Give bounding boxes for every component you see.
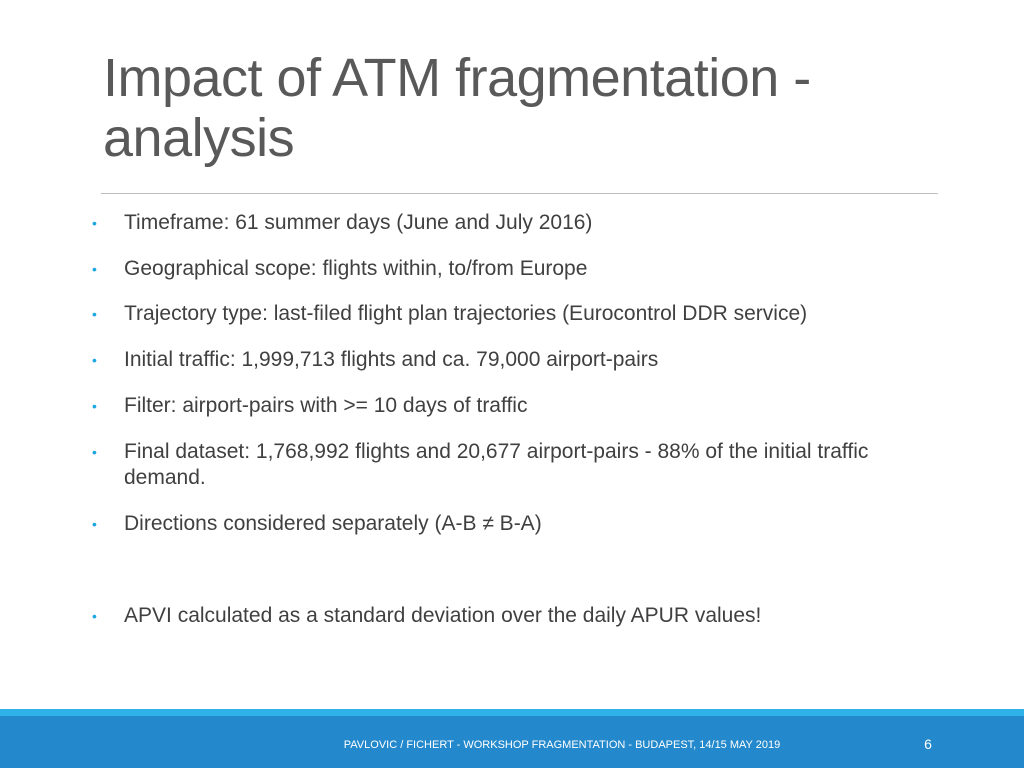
bullet-icon: • <box>92 608 97 624</box>
bullet-icon: • <box>92 306 97 322</box>
slide-title: Impact of ATM fragmentation - analysis <box>103 48 811 168</box>
bullet-item <box>92 511 944 537</box>
bullet-item <box>92 603 944 629</box>
bullet-text: Final dataset: 1,768,992 flights and 20,677 airport-pairs - 88% of the initial traffic demand. <box>124 440 869 489</box>
page-number: 6 <box>924 736 932 752</box>
bullet-icon: • <box>92 352 97 368</box>
bullet-text: Geographical scope: flights within, to/from Europe <box>124 257 588 280</box>
bullet-text: Initial traffic: 1,999,713 flights and ca. 79,000 airport-pairs <box>124 348 659 371</box>
bullet-item <box>92 393 944 419</box>
bullet-text: Timeframe: 61 summer days (June and July 2016) <box>124 211 593 234</box>
footer-text: PAVLOVIC / FICHERT - WORKSHOP FRAGMENTATION - BUDAPEST, 14/15 MAY 2019 <box>343 739 781 751</box>
bullet-item <box>92 210 944 236</box>
bullet-icon: • <box>92 215 97 231</box>
bullet-item <box>92 439 884 491</box>
bullet-text: Filter: airport-pairs with >= 10 days of traffic <box>124 394 528 417</box>
bullet-icon: • <box>92 516 97 532</box>
bullet-item <box>92 301 944 327</box>
bullet-icon: • <box>92 444 97 460</box>
bullet-item <box>92 347 944 373</box>
bullet-text: Trajectory type: last-filed flight plan trajectories (Eurocontrol DDR service) <box>124 302 808 325</box>
bullet-text: APVI calculated as a standard deviation over the daily APUR values! <box>124 604 762 627</box>
bullet-icon: • <box>92 398 97 414</box>
bullet-icon: • <box>92 261 97 277</box>
bullet-text: Directions considered separately (A-B ≠ B-A) <box>124 512 542 535</box>
footer-accent-strip <box>0 709 1024 716</box>
bullet-item <box>92 256 944 282</box>
